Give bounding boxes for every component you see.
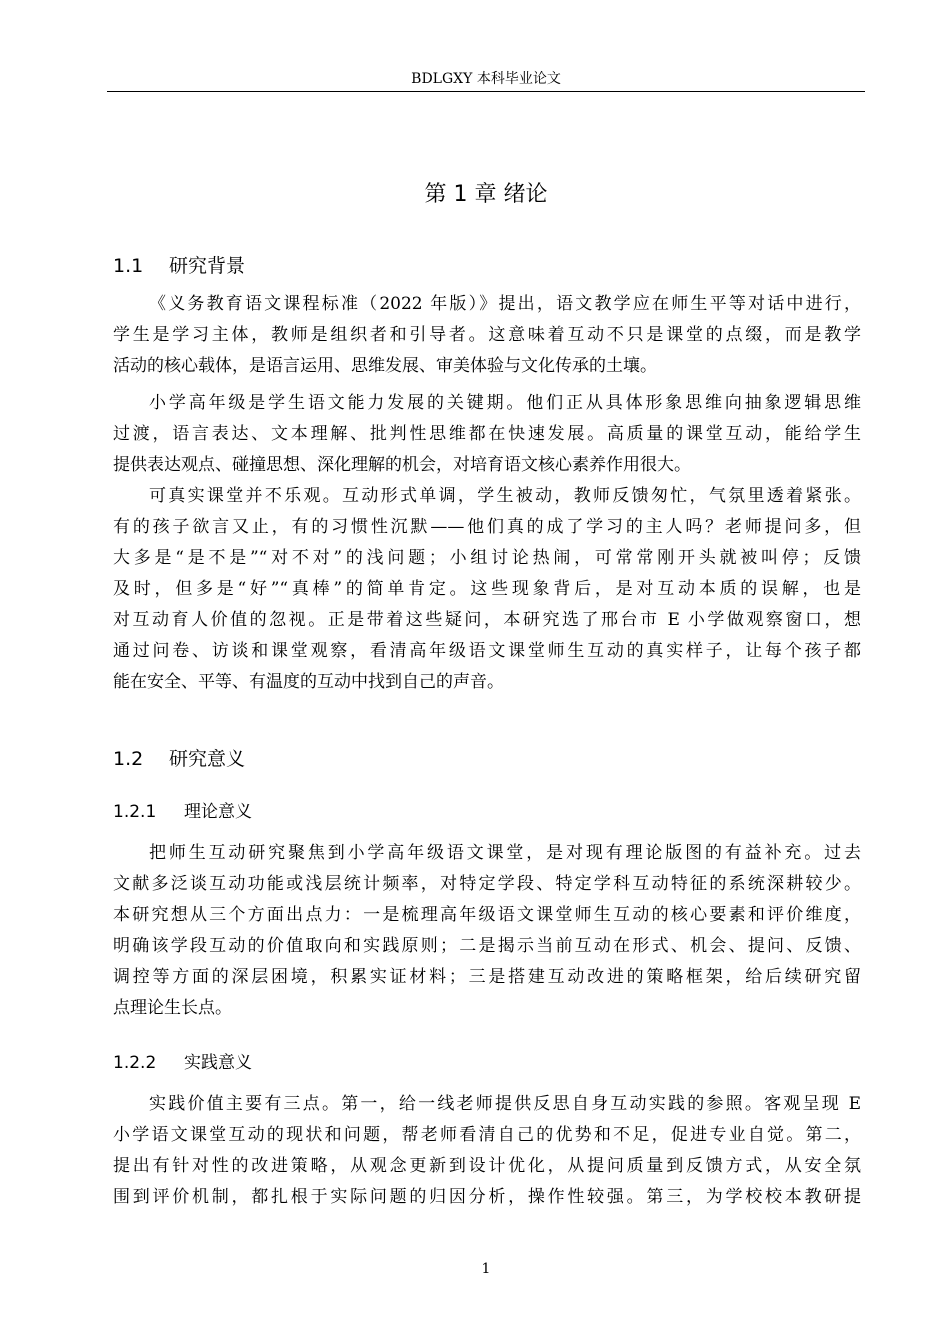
paragraph-practice (113, 1089, 861, 1213)
paragraph-background-1 (113, 289, 861, 382)
text-line: 通过问卷、访谈和课堂观察，看清高年级语文课堂师生互动的真实样子，让每个孩子都 (113, 641, 861, 661)
subsection-title: 理论意义 (184, 802, 252, 822)
text-line: 对互动育人价值的忽视。正是带着这些疑问，本研究选了邢台市 E 小学做观察窗口，想 (113, 610, 861, 630)
text-line: 过渡，语言表达、文本理解、批判性思维都在快速发展。高质量的课堂互动，能给学生 (113, 424, 861, 444)
subsection-title: 实践意义 (184, 1053, 252, 1073)
section-title: 研究背景 (169, 255, 246, 277)
section-heading-1-1 (113, 253, 245, 279)
chapter-title: 第 1 章 绪论 (424, 182, 548, 207)
text-line: 《义务教育语文课程标准（2022 年版）》提出，语文教学应在师生平等对话中进行， (149, 294, 861, 314)
paragraph-background-3 (113, 481, 861, 698)
subsection-heading-1-2-1 (113, 800, 252, 824)
text-line: 能在安全、平等、有温度的互动中找到自己的声音。 (113, 672, 504, 692)
running-header: BDLGXY 本科毕业论文 (411, 71, 561, 87)
text-line: 大多是“是不是”“对不对”的浅问题；小组讨论热闹，可常常刚开头就被叫停；反馈 (113, 548, 861, 568)
text-line: 把师生互动研究聚焦到小学高年级语文课堂，是对现有理论版图的有益补充。过去 (149, 843, 861, 863)
page-number: 1 (481, 1261, 491, 1277)
text-line: 实践价值主要有三点。第一，给一线老师提供反思自身互动实践的参照。客观呈现 E (149, 1094, 861, 1114)
paragraph-background-2 (113, 388, 861, 481)
text-line: 及时，但多是“好”“真棒”的简单肯定。这些现象背后，是对互动本质的误解，也是 (113, 579, 861, 599)
text-line: 提供表达观点、碰撞思想、深化理解的机会，对培育语文核心素养作用很大。 (113, 455, 691, 475)
text-line: 小学语文课堂互动的现状和问题，帮老师看清自己的优势和不足，促进专业自觉。第二， (113, 1125, 861, 1145)
text-line: 调控等方面的深层困境，积累实证材料；三是搭建互动改进的策略框架，给后续研究留 (113, 967, 861, 987)
subsection-heading-1-2-2 (113, 1051, 252, 1075)
text-line: 可真实课堂并不乐观。互动形式单调，学生被动，教师反馈匆忙，气氛里透着紧张。 (149, 486, 861, 506)
text-line: 围到评价机制，都扎根于实际问题的归因分析，操作性较强。第三，为学校校本教研提 (113, 1187, 861, 1207)
section-heading-1-2 (113, 746, 245, 772)
section-number: 1.1 (113, 255, 144, 277)
paragraph-theory (113, 838, 861, 1024)
text-line: 学生是学习主体，教师是组织者和引导者。这意味着互动不只是课堂的点缀，而是教学 (113, 325, 861, 345)
text-line: 提出有针对性的改进策略，从观念更新到设计优化，从提问质量到反馈方式，从安全氛 (113, 1156, 861, 1176)
header-rule (107, 91, 865, 92)
subsection-number: 1.2.2 (113, 1053, 157, 1073)
text-line: 明确该学段互动的价值取向和实践原则；二是揭示当前互动在形式、机会、提问、反馈、 (113, 936, 861, 956)
text-line: 活动的核心载体，是语言运用、思维发展、审美体验与文化传承的土壤。 (113, 356, 657, 376)
text-line: 小学高年级是学生语文能力发展的关键期。他们正从具体形象思维向抽象逻辑思维 (149, 393, 861, 413)
section-number: 1.2 (113, 748, 144, 770)
subsection-number: 1.2.1 (113, 802, 157, 822)
text-line: 点理论生长点。 (113, 998, 232, 1018)
text-line: 本研究想从三个方面出点力：一是梳理高年级语文课堂师生互动的核心要素和评价维度， (113, 905, 861, 925)
text-line: 有的孩子欲言又止，有的习惯性沉默——他们真的成了学习的主人吗？老师提问多，但 (113, 517, 861, 537)
text-line: 文献多泛谈互动功能或浅层统计频率，对特定学段、特定学科互动特征的系统深耕较少。 (113, 874, 861, 894)
section-title: 研究意义 (169, 748, 246, 770)
